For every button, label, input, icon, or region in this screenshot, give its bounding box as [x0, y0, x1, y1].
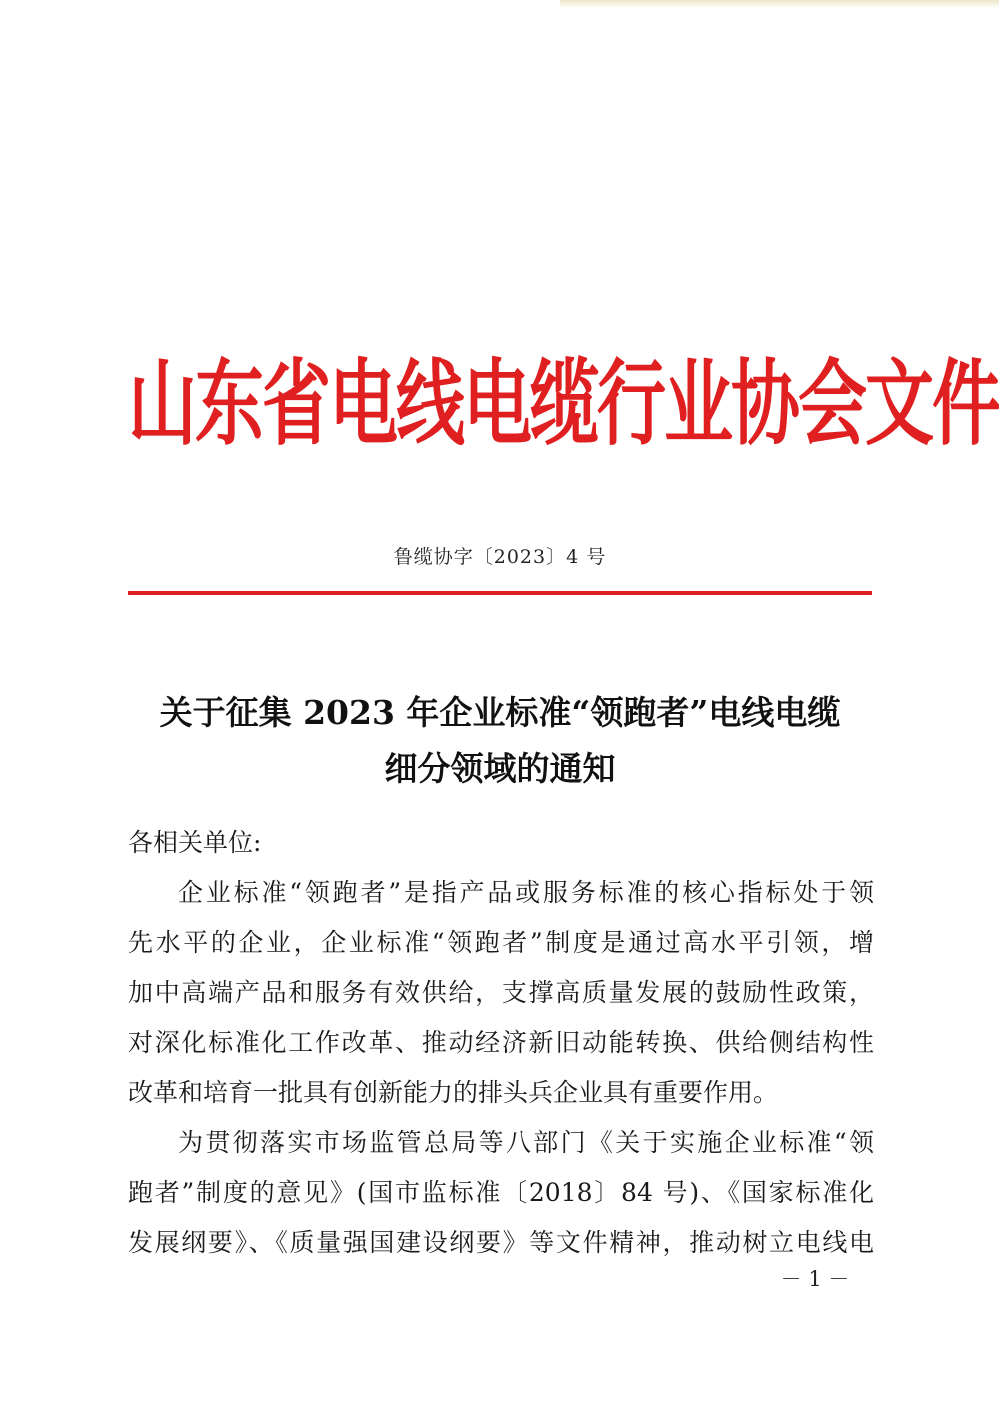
notice-title-line-1: 关于征集 2023 年企业标准“领跑者”电线电缆 [159, 693, 841, 732]
issuer-header-title: 山东省电线电缆行业协会文件 [128, 351, 999, 459]
red-divider-line [128, 591, 872, 595]
scan-edge-shadow [560, 0, 999, 8]
paragraph-1-line-4: 对深化标准化工作改革、推动经济新旧动能转换、供给侧结构性 [128, 1028, 874, 1057]
document-number: 鲁缆协字〔2023〕4 号 [393, 546, 607, 568]
paragraph-1-line-1: 企业标准“领跑者”是指产品或服务标准的核心指标处于领 [178, 878, 874, 907]
paragraph-1-line-2: 先水平的企业，企业标准“领跑者”制度是通过高水平引领，增 [128, 928, 874, 957]
paragraph-1-line-5: 改革和培育一批具有创新能力的排头兵企业具有重要作用。 [128, 1078, 779, 1107]
paragraph-1-line-3: 加中高端产品和服务有效供给，支撑高质量发展的鼓励性政策， [128, 978, 874, 1007]
salutation: 各相关单位: [128, 828, 262, 857]
paragraph-2-line-3: 发展纲要》、《质量强国建设纲要》等文件精神，推动树立电线电 [128, 1228, 874, 1257]
notice-title [120, 685, 880, 797]
paragraph-2-line-2: 跑者”制度的意见》(国市监标准〔2018〕84 号)、《国家标准化 [128, 1178, 874, 1207]
paragraph-2-line-1: 为贯彻落实市场监管总局等八部门《关于实施企业标准“领 [178, 1128, 874, 1157]
notice-title-line-2: 细分领域的通知 [384, 749, 616, 788]
page-number: － 1 － [780, 1267, 850, 1291]
notice-body [128, 818, 874, 1268]
